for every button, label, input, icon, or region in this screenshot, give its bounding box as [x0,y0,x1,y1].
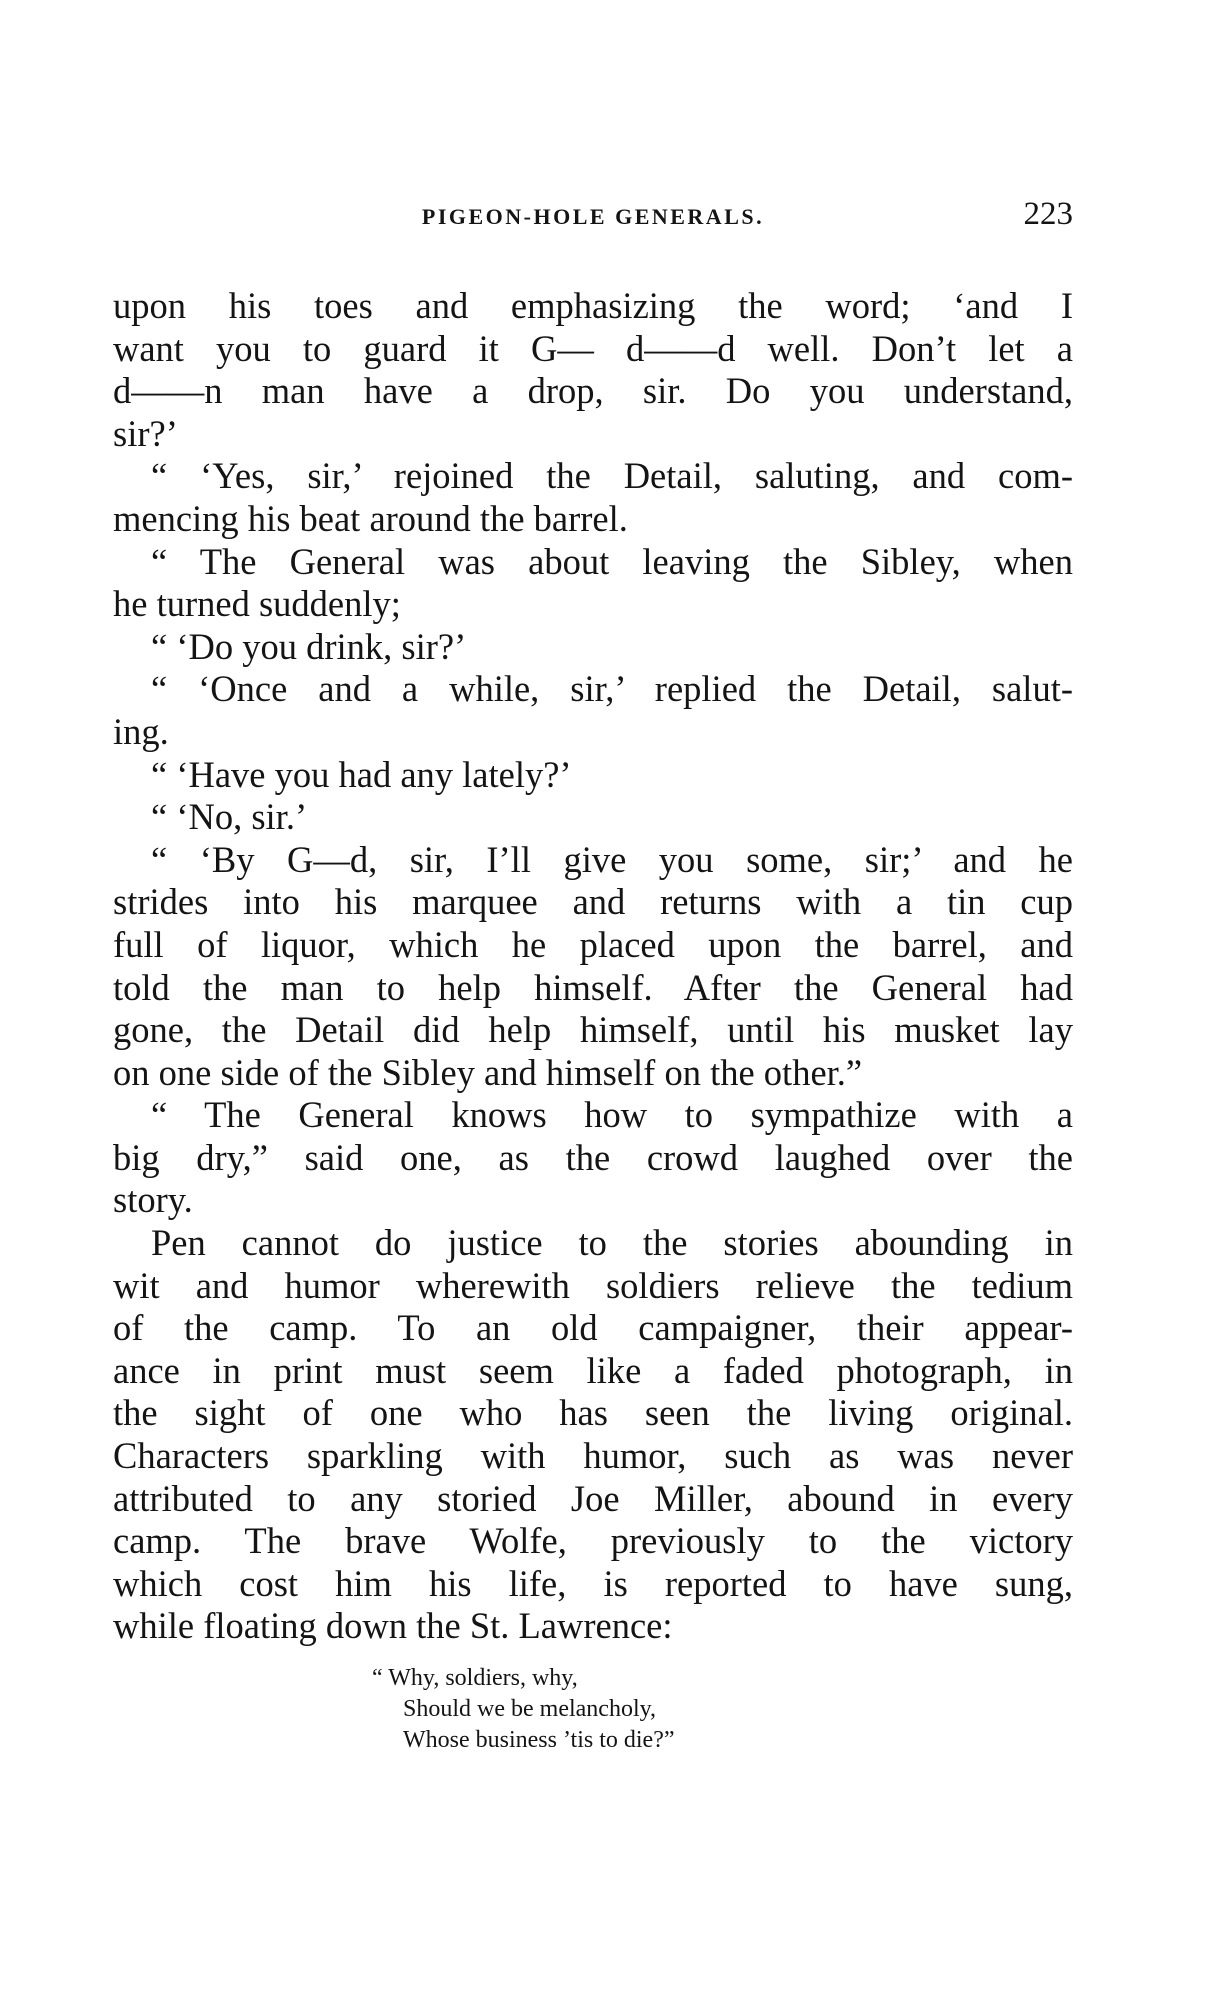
text-line: “ ‘Do you drink, sir?’ [151,625,467,667]
text-line: ing. [113,710,169,752]
text-line: strides into his marquee and returns with a tin cup [113,881,1073,923]
text-line: of the camp. To an old campaigner, their appear- [113,1307,1073,1349]
text-line: the sight of one who has seen the living original. [113,1392,1073,1434]
text-line: d——n man have a drop, sir. Do you understand, [113,370,1073,412]
text-line: “ The General was about leaving the Sibley, when [151,540,1073,582]
poem-line: Should we be melancholy, [403,1696,657,1722]
running-head: PIGEON-HOLE GENERALS. [421,204,765,229]
poem-line: “ Why, soldiers, why, [372,1665,578,1691]
text-line: on one side of the Sibley and himself on the other.” [113,1051,863,1093]
text-line: want you to guard it G— d——d well. Don’t let a [113,327,1073,369]
text-line: Pen cannot do justice to the stories abounding in [151,1222,1073,1264]
text-line: upon his toes and emphasizing the word; ‘and I [113,285,1073,326]
text-line: big dry,” said one, as the crowd laughed over the [113,1136,1073,1178]
text-line: he turned suddenly; [113,583,401,625]
page-number: 223 [1023,196,1073,232]
text-line: gone, the Detail did help himself, until his musket lay [113,1009,1073,1051]
text-line: “ ‘Yes, sir,’ rejoined the Detail, saluting, and com- [151,455,1073,497]
text-line: attributed to any storied Joe Miller, abound in every [113,1477,1073,1519]
text-line: “ ‘No, sir.’ [151,796,308,838]
text-line: “ ‘By G—d, sir, I’ll give you some, sir;’ and he [151,838,1073,880]
text-line: which cost him his life, is reported to have sung, [113,1562,1073,1604]
text-line: mencing his beat around the barrel. [113,497,628,539]
text-line: “ The General knows how to sympathize with a [151,1094,1073,1136]
text-line: “ ‘Once and a while, sir,’ replied the Detail, salut- [151,668,1073,710]
text-line: told the man to help himself. After the General had [113,966,1073,1008]
text-line: sir?’ [113,412,178,454]
body-text [113,285,1073,1648]
text-line: story. [113,1179,193,1221]
text-line: Characters sparkling with humor, such as was never [113,1435,1073,1477]
text-line: while floating down the St. Lawrence: [113,1605,673,1647]
text-line: “ ‘Have you had any lately?’ [151,753,572,795]
text-line: wit and humor wherewith soldiers relieve the tedium [113,1264,1073,1306]
text-line: full of liquor, which he placed upon the barrel, and [113,923,1073,965]
page-header [113,196,1073,240]
poem-line: Whose business ’tis to die?” [403,1727,675,1753]
text-line: ance in print must seem like a faded photograph, in [113,1349,1073,1391]
poem-quote [372,1663,872,1756]
text-line: camp. The brave Wolfe, previously to the victory [113,1520,1073,1562]
